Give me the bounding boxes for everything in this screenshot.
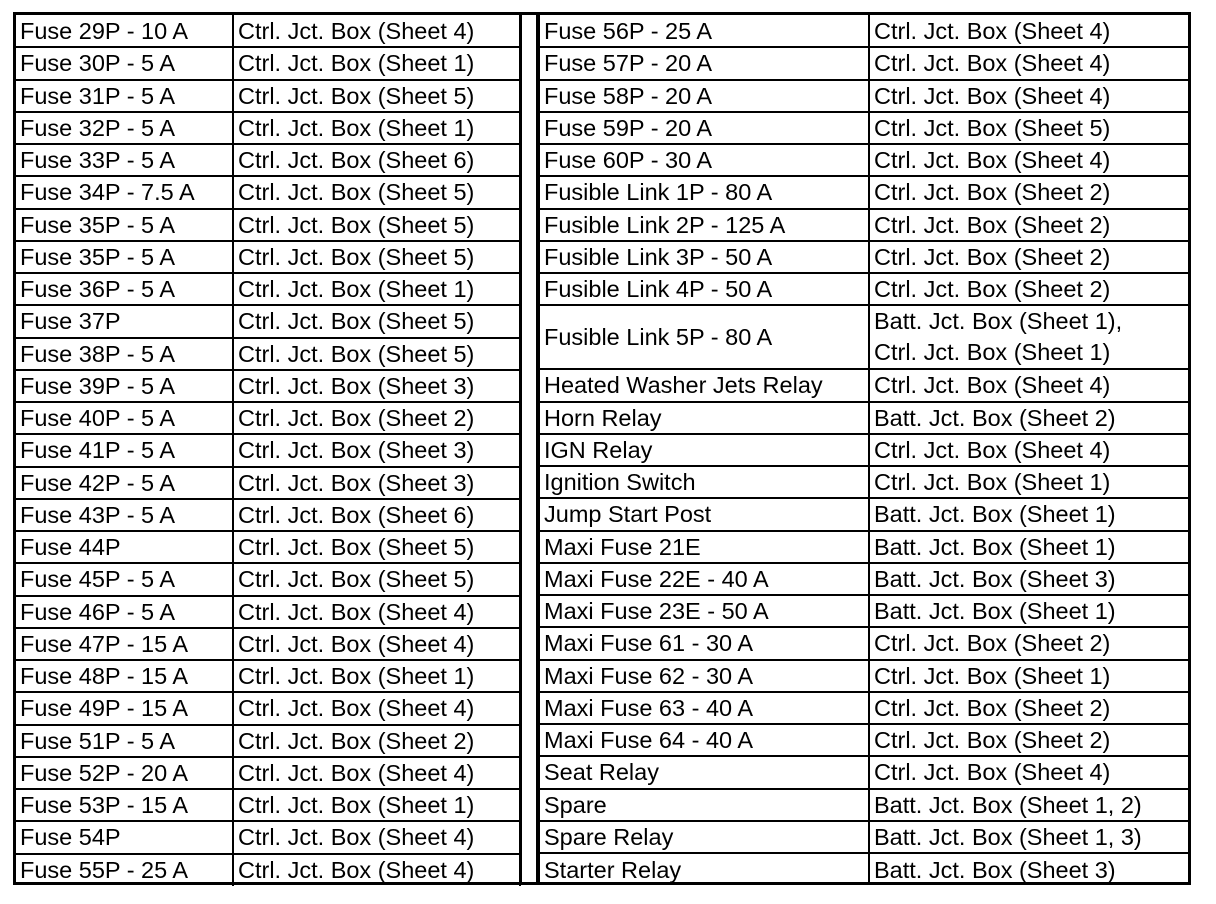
table-row bbox=[16, 15, 520, 47]
location-cell bbox=[869, 563, 1189, 595]
location-cell: Ctrl. Jct. Box (Sheet 5) bbox=[233, 241, 520, 273]
table-row bbox=[16, 47, 520, 79]
component-name-cell: Fuse 59P - 20 A bbox=[539, 112, 869, 144]
table-row bbox=[16, 80, 520, 112]
component-name-cell: Fusible Link 4P - 50 A bbox=[539, 273, 869, 305]
location-line: Ctrl. Jct. Box (Sheet 2) bbox=[874, 211, 1111, 238]
component-name-cell: Fuse 49P - 15 A bbox=[16, 692, 233, 724]
location-cell: Ctrl. Jct. Box (Sheet 4) bbox=[233, 821, 520, 853]
location-cell: Ctrl. Jct. Box (Sheet 6) bbox=[233, 144, 520, 176]
location-line: Ctrl. Jct. Box (Sheet 4) bbox=[874, 759, 1111, 786]
table-row bbox=[539, 692, 1189, 724]
location-cell bbox=[869, 466, 1189, 498]
table-row bbox=[539, 627, 1189, 659]
table-row bbox=[539, 369, 1189, 401]
location-line: Ctrl. Jct. Box (Sheet 1) bbox=[874, 662, 1111, 689]
table-row bbox=[539, 80, 1189, 112]
table-row bbox=[539, 47, 1189, 79]
table-row bbox=[539, 466, 1189, 498]
location-cell: Ctrl. Jct. Box (Sheet 5) bbox=[233, 305, 520, 337]
component-name-cell: Fuse 35P - 5 A bbox=[16, 241, 233, 273]
table-row bbox=[16, 273, 520, 305]
table-row bbox=[16, 757, 520, 789]
table-row bbox=[539, 595, 1189, 627]
location-cell bbox=[869, 498, 1189, 530]
location-cell: Ctrl. Jct. Box (Sheet 1) bbox=[233, 660, 520, 692]
location-cell: Ctrl. Jct. Box (Sheet 3) bbox=[233, 434, 520, 466]
component-name-cell: Fuse 54P bbox=[16, 821, 233, 853]
component-name-cell: Ignition Switch bbox=[539, 466, 869, 498]
location-cell bbox=[869, 692, 1189, 724]
location-line: Batt. Jct. Box (Sheet 2) bbox=[874, 404, 1116, 431]
table-row bbox=[16, 660, 520, 692]
location-line: Ctrl. Jct. Box (Sheet 4) bbox=[874, 147, 1111, 174]
location-line: Batt. Jct. Box (Sheet 3) bbox=[874, 565, 1116, 592]
table-row bbox=[539, 273, 1189, 305]
component-name-cell: Fuse 46P - 5 A bbox=[16, 596, 233, 628]
location-cell bbox=[869, 305, 1189, 369]
location-cell bbox=[869, 144, 1189, 176]
location-cell bbox=[869, 80, 1189, 112]
component-name-cell: Fuse 42P - 5 A bbox=[16, 467, 233, 499]
component-name-cell: Fusible Link 2P - 125 A bbox=[539, 209, 869, 241]
component-name-cell: Fuse 56P - 25 A bbox=[539, 15, 869, 47]
location-cell bbox=[869, 15, 1189, 47]
location-cell: Ctrl. Jct. Box (Sheet 4) bbox=[233, 854, 520, 886]
right-table bbox=[538, 15, 1189, 885]
component-name-cell: Fuse 33P - 5 A bbox=[16, 144, 233, 176]
table-row bbox=[16, 628, 520, 660]
location-cell: Ctrl. Jct. Box (Sheet 4) bbox=[233, 596, 520, 628]
component-name-cell: Fuse 44P bbox=[16, 531, 233, 563]
component-name-cell: Fuse 37P bbox=[16, 305, 233, 337]
component-name-cell: Fuse 35P - 5 A bbox=[16, 209, 233, 241]
component-name-cell: Fuse 38P - 5 A bbox=[16, 338, 233, 370]
location-cell: Ctrl. Jct. Box (Sheet 4) bbox=[233, 15, 520, 47]
table-row bbox=[16, 725, 520, 757]
location-cell bbox=[869, 595, 1189, 627]
table-row bbox=[16, 144, 520, 176]
location-line: Batt. Jct. Box (Sheet 1) bbox=[874, 533, 1116, 560]
component-name-cell: Horn Relay bbox=[539, 402, 869, 434]
table-row bbox=[539, 176, 1189, 208]
location-cell: Ctrl. Jct. Box (Sheet 5) bbox=[233, 176, 520, 208]
component-name-cell: Fuse 34P - 7.5 A bbox=[16, 176, 233, 208]
location-cell: Ctrl. Jct. Box (Sheet 4) bbox=[233, 628, 520, 660]
table-row bbox=[16, 467, 520, 499]
component-name-cell: Maxi Fuse 64 - 40 A bbox=[539, 724, 869, 756]
component-name-cell: Fuse 29P - 10 A bbox=[16, 15, 233, 47]
component-name-cell: Fuse 57P - 20 A bbox=[539, 47, 869, 79]
component-name-cell: Spare Relay bbox=[539, 821, 869, 853]
table-row bbox=[16, 305, 520, 337]
location-line: Ctrl. Jct. Box (Sheet 4) bbox=[874, 17, 1111, 44]
table-row bbox=[16, 563, 520, 595]
table-row bbox=[539, 563, 1189, 595]
component-name-cell: Fuse 31P - 5 A bbox=[16, 80, 233, 112]
location-cell: Ctrl. Jct. Box (Sheet 5) bbox=[233, 563, 520, 595]
table-row bbox=[539, 144, 1189, 176]
location-cell bbox=[869, 531, 1189, 563]
table-row bbox=[539, 789, 1189, 821]
component-name-cell: Fusible Link 5P - 80 A bbox=[539, 305, 869, 369]
location-cell: Ctrl. Jct. Box (Sheet 5) bbox=[233, 531, 520, 563]
location-line: Ctrl. Jct. Box (Sheet 1) bbox=[874, 469, 1111, 496]
location-line: Ctrl. Jct. Box (Sheet 2) bbox=[874, 179, 1111, 206]
component-name-cell: Fuse 41P - 5 A bbox=[16, 434, 233, 466]
location-cell bbox=[869, 47, 1189, 79]
component-name-cell: Fuse 39P - 5 A bbox=[16, 370, 233, 402]
location-cell bbox=[869, 434, 1189, 466]
table-row bbox=[16, 112, 520, 144]
location-cell: Ctrl. Jct. Box (Sheet 6) bbox=[233, 499, 520, 531]
component-name-cell: Fuse 60P - 30 A bbox=[539, 144, 869, 176]
location-line: Ctrl. Jct. Box (Sheet 2) bbox=[874, 276, 1111, 303]
location-line: Ctrl. Jct. Box (Sheet 2) bbox=[874, 243, 1111, 270]
location-cell bbox=[869, 627, 1189, 659]
table-row bbox=[16, 241, 520, 273]
component-name-cell: Maxi Fuse 62 - 30 A bbox=[539, 660, 869, 692]
component-name-cell: Maxi Fuse 63 - 40 A bbox=[539, 692, 869, 724]
table-row bbox=[16, 596, 520, 628]
component-name-cell: Fuse 32P - 5 A bbox=[16, 112, 233, 144]
left-table bbox=[16, 15, 521, 886]
component-name-cell: Fuse 48P - 15 A bbox=[16, 660, 233, 692]
table-row bbox=[539, 241, 1189, 273]
table-row bbox=[539, 15, 1189, 47]
table-row bbox=[16, 338, 520, 370]
location-cell: Ctrl. Jct. Box (Sheet 1) bbox=[233, 273, 520, 305]
location-line: Ctrl. Jct. Box (Sheet 4) bbox=[874, 50, 1111, 77]
location-line: Batt. Jct. Box (Sheet 1, 3) bbox=[874, 823, 1142, 850]
table-row bbox=[539, 498, 1189, 530]
table-row bbox=[16, 531, 520, 563]
location-cell: Ctrl. Jct. Box (Sheet 2) bbox=[233, 402, 520, 434]
table-row bbox=[16, 176, 520, 208]
location-line: Batt. Jct. Box (Sheet 3) bbox=[874, 856, 1116, 883]
component-name-cell: Fusible Link 3P - 50 A bbox=[539, 241, 869, 273]
location-cell: Ctrl. Jct. Box (Sheet 1) bbox=[233, 47, 520, 79]
location-cell: Ctrl. Jct. Box (Sheet 5) bbox=[233, 338, 520, 370]
component-name-cell: Maxi Fuse 22E - 40 A bbox=[539, 563, 869, 595]
location-line: Ctrl. Jct. Box (Sheet 4) bbox=[874, 82, 1111, 109]
table-row bbox=[16, 209, 520, 241]
component-name-cell: IGN Relay bbox=[539, 434, 869, 466]
location-cell: Ctrl. Jct. Box (Sheet 3) bbox=[233, 467, 520, 499]
location-cell bbox=[869, 176, 1189, 208]
table-row bbox=[539, 724, 1189, 756]
component-name-cell: Fuse 47P - 15 A bbox=[16, 628, 233, 660]
table-row bbox=[16, 402, 520, 434]
component-name-cell: Fuse 52P - 20 A bbox=[16, 757, 233, 789]
component-name-cell: Maxi Fuse 21E bbox=[539, 531, 869, 563]
table-row bbox=[539, 853, 1189, 885]
location-cell: Ctrl. Jct. Box (Sheet 1) bbox=[233, 789, 520, 821]
location-line: Ctrl. Jct. Box (Sheet 2) bbox=[874, 630, 1111, 657]
location-cell: Ctrl. Jct. Box (Sheet 4) bbox=[233, 757, 520, 789]
component-name-cell: Jump Start Post bbox=[539, 498, 869, 530]
component-name-cell: Fuse 45P - 5 A bbox=[16, 563, 233, 595]
table-row bbox=[539, 660, 1189, 692]
component-name-cell: Heated Washer Jets Relay bbox=[539, 369, 869, 401]
table-row bbox=[16, 854, 520, 886]
component-name-cell: Maxi Fuse 23E - 50 A bbox=[539, 595, 869, 627]
location-cell: Ctrl. Jct. Box (Sheet 4) bbox=[233, 692, 520, 724]
component-name-cell: Fusible Link 1P - 80 A bbox=[539, 176, 869, 208]
location-cell bbox=[869, 789, 1189, 821]
location-line: Ctrl. Jct. Box (Sheet 4) bbox=[874, 372, 1111, 399]
component-name-cell: Maxi Fuse 61 - 30 A bbox=[539, 627, 869, 659]
location-cell: Ctrl. Jct. Box (Sheet 2) bbox=[233, 725, 520, 757]
location-cell bbox=[869, 241, 1189, 273]
table-row bbox=[16, 434, 520, 466]
table-row bbox=[16, 789, 520, 821]
component-location-table bbox=[13, 12, 1191, 885]
location-line: Ctrl. Jct. Box (Sheet 2) bbox=[874, 727, 1111, 754]
location-cell bbox=[869, 724, 1189, 756]
location-cell bbox=[869, 853, 1189, 885]
location-cell bbox=[869, 273, 1189, 305]
table-row bbox=[539, 434, 1189, 466]
location-cell bbox=[869, 756, 1189, 788]
component-name-cell: Fuse 51P - 5 A bbox=[16, 725, 233, 757]
location-line: Ctrl. Jct. Box (Sheet 1) bbox=[874, 339, 1111, 366]
table-row bbox=[539, 821, 1189, 853]
table-row bbox=[16, 499, 520, 531]
location-line: Batt. Jct. Box (Sheet 1), bbox=[874, 308, 1123, 335]
table-row bbox=[16, 821, 520, 853]
location-cell: Ctrl. Jct. Box (Sheet 3) bbox=[233, 370, 520, 402]
component-name-cell: Fuse 43P - 5 A bbox=[16, 499, 233, 531]
table-row bbox=[539, 209, 1189, 241]
component-name-cell: Fuse 58P - 20 A bbox=[539, 80, 869, 112]
table-row bbox=[539, 756, 1189, 788]
location-cell bbox=[869, 209, 1189, 241]
table-row bbox=[16, 370, 520, 402]
component-name-cell: Fuse 55P - 25 A bbox=[16, 854, 233, 886]
location-cell: Ctrl. Jct. Box (Sheet 5) bbox=[233, 209, 520, 241]
component-name-cell: Fuse 53P - 15 A bbox=[16, 789, 233, 821]
component-name-cell: Fuse 40P - 5 A bbox=[16, 402, 233, 434]
location-line: Batt. Jct. Box (Sheet 1, 2) bbox=[874, 791, 1142, 818]
component-name-cell: Seat Relay bbox=[539, 756, 869, 788]
location-cell bbox=[869, 369, 1189, 401]
location-cell: Ctrl. Jct. Box (Sheet 5) bbox=[233, 80, 520, 112]
location-line: Batt. Jct. Box (Sheet 1) bbox=[874, 598, 1116, 625]
location-line: Ctrl. Jct. Box (Sheet 4) bbox=[874, 436, 1111, 463]
location-cell: Ctrl. Jct. Box (Sheet 1) bbox=[233, 112, 520, 144]
location-cell bbox=[869, 112, 1189, 144]
component-name-cell: Starter Relay bbox=[539, 853, 869, 885]
location-line: Batt. Jct. Box (Sheet 1) bbox=[874, 501, 1116, 528]
table-row bbox=[539, 112, 1189, 144]
table-row bbox=[16, 692, 520, 724]
location-cell bbox=[869, 402, 1189, 434]
location-line: Ctrl. Jct. Box (Sheet 2) bbox=[874, 694, 1111, 721]
location-line: Ctrl. Jct. Box (Sheet 5) bbox=[874, 114, 1111, 141]
location-cell bbox=[869, 660, 1189, 692]
table-row bbox=[539, 402, 1189, 434]
component-name-cell: Fuse 36P - 5 A bbox=[16, 273, 233, 305]
location-cell bbox=[869, 821, 1189, 853]
component-name-cell: Spare bbox=[539, 789, 869, 821]
column-separator bbox=[520, 15, 538, 882]
table-row bbox=[539, 531, 1189, 563]
component-name-cell: Fuse 30P - 5 A bbox=[16, 47, 233, 79]
